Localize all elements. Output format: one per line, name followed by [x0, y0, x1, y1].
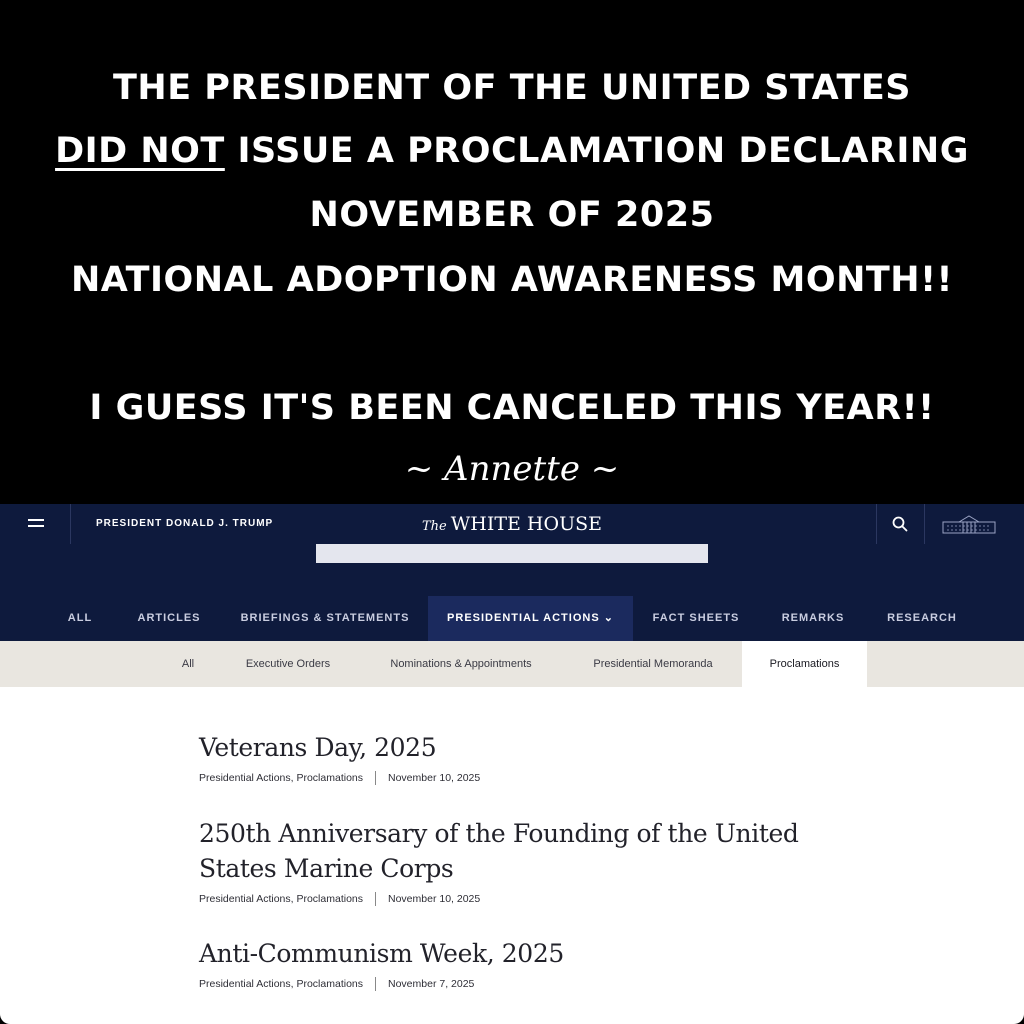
article-category[interactable]: Presidential Actions, Proclamations	[199, 772, 363, 784]
nav-research[interactable]: RESEARCH	[887, 612, 957, 624]
banner-line-2-rest: ISSUE A PROCLAMATION DECLARING	[224, 131, 969, 171]
banner-line-3: NOVEMBER OF 2025	[309, 195, 715, 235]
nav-presidential-actions[interactable]: PRESIDENTIAL ACTIONS ⌄	[428, 596, 633, 641]
meta-divider	[375, 892, 376, 906]
logo-the: The	[422, 519, 447, 534]
article-date: November 10, 2025	[388, 893, 481, 905]
subnav-proclamations[interactable]: Proclamations	[742, 641, 867, 687]
article-meta	[199, 771, 480, 785]
subnav-presidential-memoranda[interactable]: Presidential Memoranda	[593, 658, 713, 670]
sub-navigation	[0, 641, 1024, 687]
banner-line-4: NATIONAL ADOPTION AWARENESS MONTH!!	[70, 260, 954, 300]
article-title[interactable]: Veterans Day, 2025	[199, 733, 437, 762]
article-category[interactable]: Presidential Actions, Proclamations	[199, 893, 363, 905]
nav-articles[interactable]: ARTICLES	[137, 612, 201, 624]
white-house-icon	[941, 514, 997, 534]
whitehouse-screenshot	[0, 504, 1024, 1024]
subnav-executive-orders[interactable]: Executive Orders	[245, 658, 331, 670]
list-item	[199, 730, 480, 785]
search-icon	[892, 516, 908, 532]
nav-briefings-statements[interactable]: BRIEFINGS & STATEMENTS	[240, 612, 410, 624]
search-bar-strip[interactable]	[316, 544, 708, 563]
article-date: November 10, 2025	[388, 772, 481, 784]
article-date: November 7, 2025	[388, 978, 475, 990]
white-house-building-button[interactable]	[924, 504, 1024, 544]
article-meta	[199, 892, 799, 906]
white-house-logo[interactable]	[0, 504, 1024, 544]
nav-remarks[interactable]: REMARKS	[781, 612, 845, 624]
subnav-all[interactable]: All	[181, 658, 195, 670]
subnav-nominations-appointments[interactable]: Nominations & Appointments	[390, 658, 532, 670]
banner-line-2	[0, 129, 1024, 173]
logo-name: WHITE HOUSE	[450, 513, 602, 535]
top-bar	[0, 504, 1024, 545]
banner-line-5: I GUESS IT'S BEEN CANCELED THIS YEAR!!	[89, 388, 935, 428]
president-label[interactable]: PRESIDENT DONALD J. TRUMP	[96, 518, 274, 529]
main-navigation	[0, 544, 1024, 641]
nav-all[interactable]: ALL	[67, 612, 93, 624]
search-button[interactable]	[876, 504, 925, 544]
list-item	[199, 936, 564, 991]
banner-signature: ~ Annette ~	[404, 449, 620, 489]
banner-underlined-phrase: DID NOT	[55, 131, 225, 171]
article-title[interactable]: Anti-Communism Week, 2025	[199, 939, 564, 968]
article-category[interactable]: Presidential Actions, Proclamations	[199, 978, 363, 990]
meta-divider	[375, 977, 376, 991]
banner-line-1: THE PRESIDENT OF THE UNITED STATES	[113, 68, 911, 108]
article-title[interactable]: 250th Anniversary of the Founding of the United States Marine Corps	[199, 819, 799, 883]
article-meta	[199, 977, 564, 991]
nav-fact-sheets[interactable]: FACT SHEETS	[652, 612, 740, 624]
meme-banner	[0, 0, 1024, 504]
meta-divider	[375, 771, 376, 785]
list-item	[199, 816, 799, 906]
